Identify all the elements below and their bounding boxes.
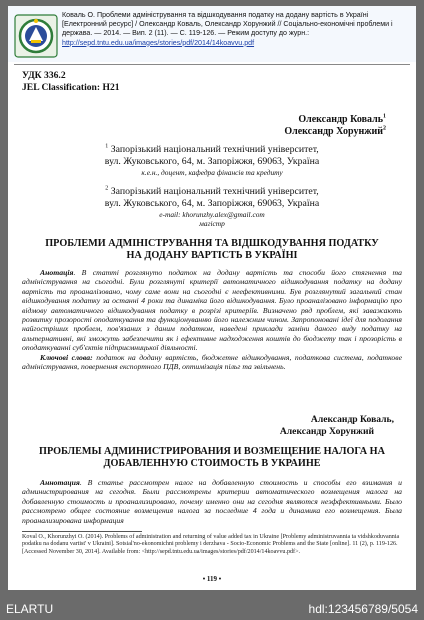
title-ru-line1: ПРОБЛЕМЫ АДМИНИСТРИРОВАНИЯ И ВОЗМЕЩЕНИЕ НАЛОГА НА (39, 446, 385, 457)
citation-body: Коваль О. Проблеми адміністрування та відшкодування податку на додану вартість в Україні [Електронний ресурс] / Олександр Коваль, Олександр Хорунжий // Соціально-економічні проблеми і держава. — 2014. — Вип. 2 (11). — С. 119-126. — Режим доступу до журн.: (62, 11, 393, 38)
abstract-ua-label: Анотація (40, 268, 74, 277)
footnote: Koval O., Khorunzhyi O. (2014). Problems of administration and returning of value added tax in Ukraine [Problemy administruvannia ta vidshkoduvannia podatku na dodanu vartist' v Ukraini]. Sotsial'no-ekonomichni problemy i derzhava - Socio-Economic Problems and the State [online]. 11 (2), p. 119-126. [Accessed November 30, 2014]. Available from: <http://sepd.tntu.edu.ua/images/stories/pdf/2014/14koavvu.pdf>. (22, 534, 400, 555)
abstract-ukrainian (22, 268, 402, 371)
affiliation-2-sup: 2 (105, 185, 109, 192)
abstract-ua-text: . В статті розглянуто податок на додану вартість та способи його стягнення та адміністрування на сьогодні. Були розглянуті критерії автоматичного відшкодування податку на додану вартість та проаналізовано, чому саме вони на сьогодні є неефективними. Був розглянутий загальний стан відшкодування податку за останні 4 роки та динаміка його відшкодування. Було проаналізовано інформацію про відмову автоматичного відшкодування податку в розрізі критеріїв. Визначено ряд проблем, які заважають розвитку прозорості оподаткування та функціонуванню його належним чином. Запропоновані ідеї для подолання найгостріших проблем, пов'язаних з даним податком, наведені приклади заміни даного виду податку на альтернативні, які зможуть забезпечити як і ефективне надходження коштів до бюджету так і прозорість в оподаткуванні суб'єктів підприємницької діяльності. (22, 268, 402, 353)
header-divider (14, 64, 410, 65)
abstract-ru-text: . В статье рассмотрен налог на добавленную стоимость и способы его взимания и администрирования на сегодня. Были рассмотрены критерии автоматического возмещения налога на добавленную стоимость и проанализировано, почему именно они на сегодня являются неэффективными. Было рассмотрено общее состояние возмещения налога за последние 4 года и динамика его возмещения. Была проанализирована информация (22, 478, 402, 525)
repository-label: ELARTU (6, 602, 54, 616)
author-1-sup: 1 (383, 113, 386, 120)
affiliation-2 (8, 186, 416, 228)
author-2-sup: 2 (383, 125, 386, 132)
affiliation-1-sup: 1 (105, 143, 109, 150)
citation-text (62, 11, 408, 48)
affiliation-1 (8, 144, 416, 177)
handle-identifier: hdl:123456789/5054 (308, 602, 418, 616)
page-number: • 119 • (202, 575, 222, 583)
title-ua-line2: НА ДОДАНУ ВАРТІСТЬ В УКРАЇНІ (126, 250, 298, 261)
affiliation-2-role: магістр (199, 219, 225, 228)
affiliation-1-role: к.е.н., доцент, кафедра фінансів та кредиту (141, 168, 283, 177)
author-name-2 (284, 126, 386, 137)
signature-name-2: Александр Хорунжий (279, 426, 374, 437)
author-2-text: Олександр Хорунжий (284, 126, 383, 137)
university-crest-icon (14, 14, 58, 58)
author-1-text: Олександр Коваль (298, 114, 383, 125)
citation-link[interactable]: http://sepd.tntu.edu.ua/images/stories/pdf/2014/14koavvu.pdf (62, 38, 255, 47)
title-russian (24, 446, 400, 470)
affiliation-1-line2: вул. Жуковського, 64, м. Запоріжжя, 69063, Україна (104, 156, 320, 167)
keywords-ua-text: податок на додану вартість, бюджетне відшкодування, податкова система, податкове адміністрування, повернення експортного ПДВ, оптимізація пільг та звільнень. (22, 352, 403, 372)
title-ua-line1: ПРОБЛЕМИ АДМІНІСТРУВАННЯ ТА ВІДШКОДУВАННЯ ПОДАТКУ (45, 238, 379, 249)
signature-name-1: Александр Коваль, (310, 414, 394, 425)
affiliation-2-email: e-mail: khorunzhy.alex@gmail.com (159, 210, 265, 219)
title-ukrainian (24, 238, 400, 262)
title-ru-line2: ДОБАВЛЕННУЮ СТОИМОСТЬ В УКРАИНЕ (103, 458, 321, 469)
abstract-russian (22, 478, 402, 528)
jel-classification: JEL Classification: H21 (22, 82, 120, 93)
affiliation-2-line1: Запорізький національний технічний університет, (110, 186, 319, 197)
citation-header (8, 6, 416, 62)
abstract-ru-label: Аннотация (40, 478, 80, 487)
document-page (8, 6, 416, 590)
viewer-status-bar (0, 598, 424, 620)
author-name-1 (298, 114, 386, 125)
keywords-ua-label: Ключові слова: (40, 352, 93, 362)
affiliation-2-line2: вул. Жуковського, 64, м. Запоріжжя, 69063, Україна (104, 198, 320, 209)
affiliation-1-line1: Запорізький національний технічний університет, (110, 144, 319, 155)
footnote-divider (22, 531, 142, 532)
udk-code: УДК 336.2 (22, 70, 66, 81)
